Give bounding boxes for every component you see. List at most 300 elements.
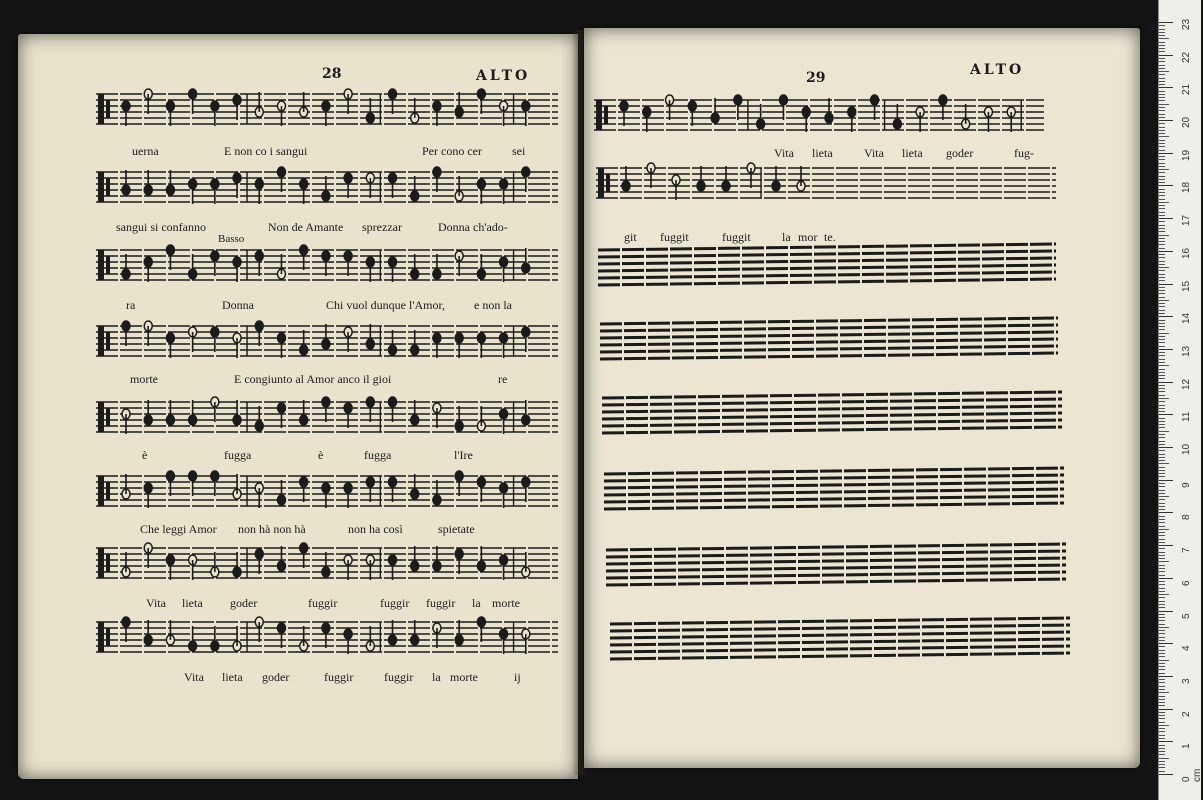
ruler-minor-tick <box>1159 264 1165 265</box>
ruler-minor-tick <box>1159 467 1165 468</box>
lyric-word: Vita <box>774 146 794 160</box>
lyric-word: ra <box>126 298 136 312</box>
ruler-minor-tick <box>1159 542 1165 543</box>
ruler-number: 4 <box>1181 645 1192 652</box>
ruler-minor-tick <box>1159 712 1165 713</box>
ruler-number: 13 <box>1181 345 1192 357</box>
left-voice-label: ALTO <box>476 68 531 84</box>
ruler-minor-tick <box>1159 369 1165 370</box>
ruler-minor-tick <box>1159 509 1165 510</box>
lyric-word: Non de Amante <box>268 220 344 234</box>
ruler-minor-tick <box>1159 558 1165 559</box>
ruler-minor-tick <box>1159 104 1169 105</box>
ruler-minor-tick <box>1159 97 1165 98</box>
left-staff-2 <box>96 166 558 210</box>
ruler-minor-tick <box>1159 431 1169 432</box>
ruler-minor-tick <box>1159 427 1165 428</box>
ruler-minor-tick <box>1159 372 1165 373</box>
ruler-minor-tick <box>1159 450 1165 451</box>
ruler-minor-tick <box>1159 306 1165 307</box>
ruler-minor-tick <box>1159 303 1165 304</box>
ruler-minor-tick <box>1159 274 1165 275</box>
lyric-word: Vita <box>146 596 166 610</box>
ruler-minor-tick <box>1159 355 1165 356</box>
ruler-minor-tick <box>1159 656 1165 657</box>
left-staff-3 <box>96 244 558 288</box>
ruler-minor-tick <box>1159 594 1169 595</box>
ruler-minor-tick <box>1159 235 1169 236</box>
ruler-minor-tick <box>1159 627 1169 628</box>
ruler-minor-tick <box>1159 529 1169 530</box>
ruler-minor-tick <box>1159 176 1165 177</box>
ruler-minor-tick <box>1159 689 1165 690</box>
ruler-tick <box>1159 251 1173 252</box>
ruler-minor-tick <box>1159 738 1165 739</box>
ruler-minor-tick <box>1159 228 1165 229</box>
lyric-word: E non co i sangui <box>224 144 308 158</box>
ruler-minor-tick <box>1159 48 1165 49</box>
ruler-minor-tick <box>1159 640 1165 641</box>
ruler-minor-tick <box>1159 333 1169 334</box>
lyric-word: la <box>782 230 791 244</box>
ruler-minor-tick <box>1159 71 1169 72</box>
ruler-minor-tick <box>1159 421 1165 422</box>
ruler-minor-tick <box>1159 597 1165 598</box>
ruler-minor-tick <box>1159 496 1169 497</box>
ruler-minor-tick <box>1159 761 1165 762</box>
ruler-minor-tick <box>1159 548 1165 549</box>
right-empty-staff-6 <box>610 618 1070 668</box>
ruler-minor-tick <box>1159 267 1169 268</box>
ruler-number: 6 <box>1181 580 1192 586</box>
ruler-minor-tick <box>1159 555 1165 556</box>
ruler-minor-tick <box>1159 663 1165 664</box>
ruler-tick <box>1159 120 1173 121</box>
ruler-minor-tick <box>1159 748 1165 749</box>
lyric-word: e non la <box>474 298 512 312</box>
ruler-minor-tick <box>1159 692 1169 693</box>
right-voice-label: ALTO <box>970 62 1025 78</box>
ruler-minor-tick <box>1159 571 1165 572</box>
ruler-minor-tick <box>1159 277 1165 278</box>
right-empty-staff-2 <box>600 318 1058 368</box>
ruler-minor-tick <box>1159 568 1165 569</box>
ruler-tick <box>1159 218 1173 219</box>
ruler-minor-tick <box>1159 81 1165 82</box>
lyric-word: non ha così <box>348 522 403 536</box>
ruler-minor-tick <box>1159 336 1165 337</box>
ruler-number: 2 <box>1181 711 1192 717</box>
ruler-minor-tick <box>1159 241 1165 242</box>
ruler-minor-tick <box>1159 189 1165 190</box>
lyric-word: te. <box>824 230 836 244</box>
ruler-minor-tick <box>1159 248 1165 249</box>
ruler-minor-tick <box>1159 91 1165 92</box>
lyric-word: lieta <box>902 146 923 160</box>
lyric-word: morte <box>130 372 158 386</box>
ruler-minor-tick <box>1159 100 1165 101</box>
ruler-minor-tick <box>1159 476 1165 477</box>
ruler-minor-tick <box>1159 78 1165 79</box>
ruler-number: 9 <box>1181 482 1192 488</box>
ruler-minor-tick <box>1159 686 1165 687</box>
right-staff-1 <box>594 94 1044 142</box>
ruler-minor-tick <box>1159 519 1165 520</box>
left-staff-1 <box>96 88 558 132</box>
ruler-minor-tick <box>1159 326 1165 327</box>
ruler-tick <box>1159 741 1173 742</box>
ruler-minor-tick <box>1159 385 1165 386</box>
ruler-minor-tick <box>1159 212 1165 213</box>
ruler-minor-tick <box>1159 244 1165 245</box>
lyric-word: lieta <box>182 596 203 610</box>
ruler-minor-tick <box>1159 581 1165 582</box>
lyric-word: sangui si confanno <box>116 220 206 234</box>
ruler-number: 20 <box>1181 116 1192 129</box>
basso-marginal-label: Basso <box>218 233 245 245</box>
ruler-number: 0 cm <box>1181 768 1203 782</box>
left-page-number: 28 <box>322 66 342 82</box>
ruler-minor-tick <box>1159 346 1165 347</box>
ruler-minor-tick <box>1159 418 1165 419</box>
lyric-word: Per cono cer <box>422 144 482 158</box>
ruler-minor-tick <box>1159 310 1165 311</box>
ruler-tick <box>1159 545 1173 546</box>
ruler-minor-tick <box>1159 293 1165 294</box>
ruler-minor-tick <box>1159 408 1165 409</box>
ruler-minor-tick <box>1159 441 1165 442</box>
ruler-minor-tick <box>1159 486 1165 487</box>
ruler-minor-tick <box>1159 535 1165 536</box>
ruler-minor-tick <box>1159 388 1165 389</box>
ruler-minor-tick <box>1159 215 1165 216</box>
ruler-minor-tick <box>1159 123 1165 124</box>
left-staff-4 <box>96 320 558 364</box>
ruler-minor-tick <box>1159 202 1169 203</box>
ruler-number: 18 <box>1181 182 1192 194</box>
ruler-number: 23 <box>1181 18 1192 30</box>
ruler-minor-tick <box>1159 728 1165 729</box>
lyric-word: goder <box>946 146 974 160</box>
ruler-minor-tick <box>1159 159 1165 160</box>
ruler-tick <box>1159 774 1173 775</box>
lyric-word: non hà non hà <box>238 522 306 536</box>
ruler-minor-tick <box>1159 669 1165 670</box>
lyric-word: è <box>318 448 324 462</box>
lyric-word: fugga <box>364 448 392 462</box>
ruler-tick <box>1159 382 1173 383</box>
ruler-minor-tick <box>1159 591 1165 592</box>
ruler-minor-tick <box>1159 32 1165 33</box>
ruler-minor-tick <box>1159 163 1165 164</box>
ruler-minor-tick <box>1159 254 1165 255</box>
ruler-number: 3 <box>1181 678 1192 684</box>
ruler-tick <box>1159 414 1173 415</box>
ruler-minor-tick <box>1159 231 1165 232</box>
ruler-minor-tick <box>1159 660 1169 661</box>
ruler-minor-tick <box>1159 42 1165 43</box>
ruler-minor-tick <box>1159 391 1165 392</box>
ruler-minor-tick <box>1159 454 1165 455</box>
ruler-minor-tick <box>1159 588 1165 589</box>
ruler-minor-tick <box>1159 601 1165 602</box>
ruler-minor-tick <box>1159 715 1165 716</box>
ruler-minor-tick <box>1159 617 1165 618</box>
lyric-word: fugga <box>224 448 252 462</box>
ruler-number: 8 <box>1181 514 1192 521</box>
ruler-minor-tick <box>1159 58 1165 59</box>
ruler-minor-tick <box>1159 398 1169 399</box>
right-staff-2 <box>596 162 1056 210</box>
lyric-word: la <box>472 596 481 610</box>
right-page-number: 29 <box>806 70 826 86</box>
lyric-word: Donna ch'ado- <box>438 220 508 234</box>
ruler-minor-tick <box>1159 94 1165 95</box>
ruler-minor-tick <box>1159 280 1165 281</box>
ruler-minor-tick <box>1159 25 1165 26</box>
ruler-number: 7 <box>1181 547 1192 554</box>
lyric-word: Donna <box>222 298 254 312</box>
ruler-minor-tick <box>1159 624 1165 625</box>
ruler-tick <box>1159 578 1173 579</box>
lyric-word: lieta <box>812 146 833 160</box>
ruler-minor-tick <box>1159 561 1169 562</box>
ruler-minor-tick <box>1159 156 1165 157</box>
ruler-tick <box>1159 447 1173 448</box>
lyric-word: E congiunto al Amor anco il gioi <box>234 372 392 386</box>
ruler-minor-tick <box>1159 359 1165 360</box>
ruler-minor-tick <box>1159 225 1165 226</box>
ruler-number: 11 <box>1181 411 1192 423</box>
ruler-minor-tick <box>1159 74 1165 75</box>
ruler-minor-tick <box>1159 725 1169 726</box>
left-staff-5 <box>96 396 558 440</box>
ruler-minor-tick <box>1159 503 1165 504</box>
ruler-minor-tick <box>1159 238 1165 239</box>
ruler-minor-tick <box>1159 261 1165 262</box>
ruler-minor-tick <box>1159 199 1165 200</box>
ruler-minor-tick <box>1159 604 1165 605</box>
ruler-minor-tick <box>1159 323 1165 324</box>
lyric-word: l'Ire <box>454 448 473 462</box>
ruler-minor-tick <box>1159 758 1169 759</box>
ruler-minor-tick <box>1159 575 1165 576</box>
ruler-tick <box>1159 55 1173 56</box>
ruler-minor-tick <box>1159 516 1165 517</box>
lyric-word: fuggir <box>380 596 410 610</box>
ruler-minor-tick <box>1159 532 1165 533</box>
ruler-minor-tick <box>1159 653 1165 654</box>
ruler-minor-tick <box>1159 434 1165 435</box>
ruler-minor-tick <box>1159 539 1165 540</box>
ruler-minor-tick <box>1159 401 1165 402</box>
ruler-minor-tick <box>1159 493 1165 494</box>
ruler-minor-tick <box>1159 771 1165 772</box>
ruler-tick <box>1159 185 1173 186</box>
ruler-minor-tick <box>1159 290 1165 291</box>
ruler-minor-tick <box>1159 127 1165 128</box>
ruler-minor-tick <box>1159 313 1165 314</box>
ruler-minor-tick <box>1159 718 1165 719</box>
ruler-minor-tick <box>1159 329 1165 330</box>
ruler-minor-tick <box>1159 270 1165 271</box>
ruler-minor-tick <box>1159 205 1165 206</box>
left-staff-7 <box>96 542 558 586</box>
ruler-minor-tick <box>1159 192 1165 193</box>
left-staff-6 <box>96 470 558 514</box>
ruler-number: 14 <box>1181 313 1192 325</box>
ruler-tick <box>1159 316 1173 317</box>
ruler-minor-tick <box>1159 490 1165 491</box>
ruler-minor-tick <box>1159 297 1165 298</box>
lyric-word: morte <box>450 670 478 684</box>
ruler-minor-tick <box>1159 133 1165 134</box>
ruler-minor-tick <box>1159 107 1165 108</box>
measurement-ruler <box>1158 0 1201 800</box>
ruler-minor-tick <box>1159 365 1169 366</box>
lyric-word: fuggit <box>660 230 689 244</box>
ruler-minor-tick <box>1159 136 1169 137</box>
ruler-minor-tick <box>1159 702 1165 703</box>
lyric-word: fug- <box>1014 146 1034 160</box>
ruler-minor-tick <box>1159 699 1165 700</box>
ruler-minor-tick <box>1159 673 1165 674</box>
ruler-tick <box>1159 284 1173 285</box>
ruler-minor-tick <box>1159 169 1169 170</box>
ruler-minor-tick <box>1159 38 1169 39</box>
ruler-minor-tick <box>1159 731 1165 732</box>
lyric-word: fuggir <box>324 670 354 684</box>
ruler-minor-tick <box>1159 221 1165 222</box>
ruler-minor-tick <box>1159 51 1165 52</box>
ruler-tick <box>1159 22 1173 23</box>
ruler-minor-tick <box>1159 722 1165 723</box>
ruler-minor-tick <box>1159 61 1165 62</box>
ruler-minor-tick <box>1159 522 1165 523</box>
right-empty-staff-4 <box>604 468 1064 518</box>
ruler-minor-tick <box>1159 114 1165 115</box>
ruler-minor-tick <box>1159 150 1165 151</box>
ruler-minor-tick <box>1159 764 1165 765</box>
lyric-word: fuggir <box>426 596 456 610</box>
ruler-minor-tick <box>1159 499 1165 500</box>
ruler-minor-tick <box>1159 287 1165 288</box>
ruler-tick <box>1159 676 1173 677</box>
ruler-tick <box>1159 709 1173 710</box>
ruler-minor-tick <box>1159 110 1165 111</box>
right-empty-staff-3 <box>602 392 1062 442</box>
ruler-minor-tick <box>1159 735 1165 736</box>
ruler-minor-tick <box>1159 463 1169 464</box>
ruler-minor-tick <box>1159 405 1165 406</box>
ruler-number: 19 <box>1181 149 1192 161</box>
ruler-minor-tick <box>1159 208 1165 209</box>
lyric-word: uerna <box>132 144 159 158</box>
lyric-word: spietate <box>438 522 475 536</box>
ruler-minor-tick <box>1159 614 1165 615</box>
ruler-minor-tick <box>1159 35 1165 36</box>
ruler-minor-tick <box>1159 29 1165 30</box>
ruler-minor-tick <box>1159 257 1165 258</box>
ruler-minor-tick <box>1159 68 1165 69</box>
ruler-tick <box>1159 512 1173 513</box>
ruler-tick <box>1159 153 1173 154</box>
ruler-number: 15 <box>1181 280 1192 292</box>
ruler-number: 5 <box>1181 612 1192 619</box>
ruler-minor-tick <box>1159 679 1165 680</box>
ruler-minor-tick <box>1159 411 1165 412</box>
lyric-word: la <box>432 670 441 684</box>
ruler-tick <box>1159 349 1173 350</box>
lyric-word: morte <box>492 596 520 610</box>
ruler-minor-tick <box>1159 565 1165 566</box>
lyric-word: Vita <box>184 670 204 684</box>
right-empty-staff-5 <box>606 544 1066 594</box>
lyric-word: Chi vuol dunque l'Amor, <box>326 298 446 312</box>
lyric-word: sprezzar <box>362 220 402 234</box>
ruler-minor-tick <box>1159 637 1165 638</box>
ruler-minor-tick <box>1159 375 1165 376</box>
ruler-minor-tick <box>1159 506 1165 507</box>
ruler-minor-tick <box>1159 526 1165 527</box>
lyric-word: fuggir <box>384 670 414 684</box>
ruler-number: 16 <box>1181 247 1192 259</box>
lyric-word: ij <box>514 670 521 684</box>
ruler-tick <box>1159 87 1173 88</box>
ruler-minor-tick <box>1159 352 1165 353</box>
ruler-minor-tick <box>1159 460 1165 461</box>
left-staff-8 <box>96 616 558 660</box>
ruler-number: 1 <box>1181 743 1192 750</box>
ruler-minor-tick <box>1159 320 1165 321</box>
ruler-minor-tick <box>1159 339 1165 340</box>
right-empty-staff-1 <box>598 244 1056 294</box>
lyric-word: fuggir <box>308 596 338 610</box>
ruler-minor-tick <box>1159 457 1165 458</box>
ruler-minor-tick <box>1159 767 1165 768</box>
ruler-minor-tick <box>1159 179 1165 180</box>
ruler-minor-tick <box>1159 65 1165 66</box>
ruler-minor-tick <box>1159 437 1165 438</box>
ruler-minor-tick <box>1159 378 1165 379</box>
ruler-minor-tick <box>1159 130 1165 131</box>
ruler-tick <box>1159 480 1173 481</box>
ruler-minor-tick <box>1159 166 1165 167</box>
ruler-tick <box>1159 611 1173 612</box>
ruler-minor-tick <box>1159 630 1165 631</box>
ruler-number: 12 <box>1181 378 1192 390</box>
lyric-word: Vita <box>864 146 884 160</box>
ruler-minor-tick <box>1159 424 1165 425</box>
lyric-word: mor <box>798 230 818 244</box>
ruler-minor-tick <box>1159 300 1169 301</box>
ruler-minor-tick <box>1159 195 1165 196</box>
ruler-minor-tick <box>1159 45 1165 46</box>
ruler-minor-tick <box>1159 745 1165 746</box>
ruler-minor-tick <box>1159 682 1165 683</box>
ruler-minor-tick <box>1159 444 1165 445</box>
ruler-minor-tick <box>1159 633 1165 634</box>
lyric-word: sei <box>512 144 526 158</box>
lyric-word: lieta <box>222 670 243 684</box>
lyric-word: goder <box>230 596 258 610</box>
ruler-minor-tick <box>1159 552 1165 553</box>
ruler-minor-tick <box>1159 666 1165 667</box>
ruler-minor-tick <box>1159 470 1165 471</box>
ruler-number: 22 <box>1181 51 1192 63</box>
lyric-word: git <box>624 230 637 244</box>
lyric-word: è <box>142 448 148 462</box>
